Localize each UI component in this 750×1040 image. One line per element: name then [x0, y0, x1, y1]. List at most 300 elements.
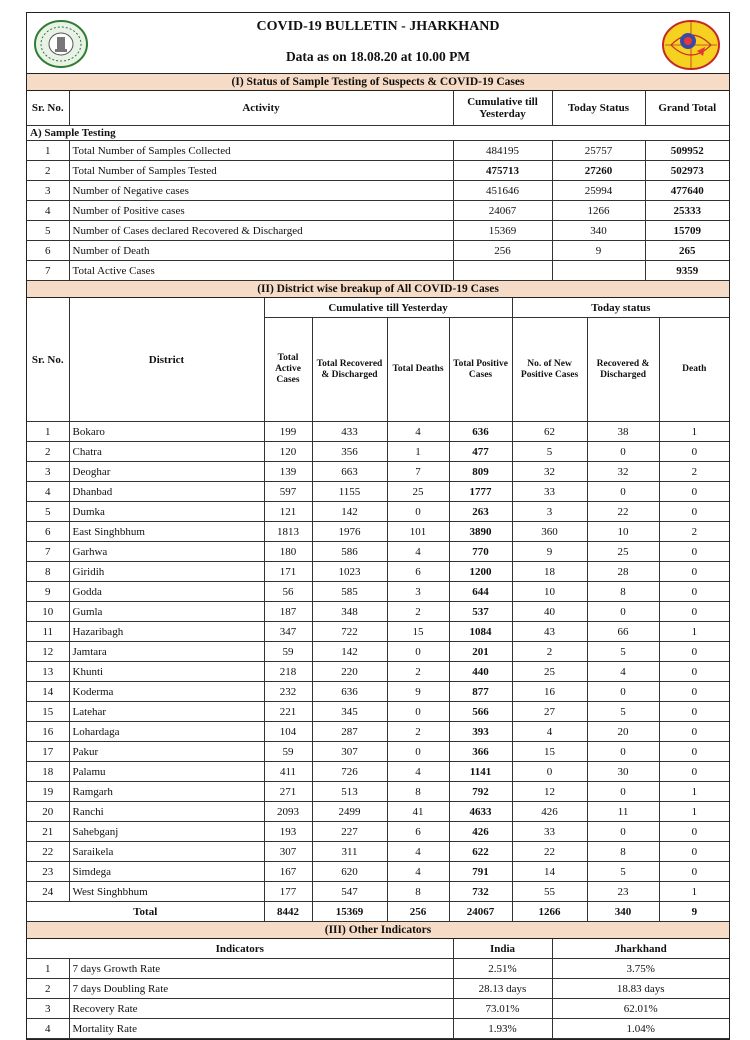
district-today-recovered: 5 [587, 702, 659, 722]
bulletin-title: COVID-19 BULLETIN - JHARKHAND [256, 19, 500, 34]
district-new-positive: 2 [512, 642, 587, 662]
district-positive: 770 [449, 542, 512, 562]
district-positive: 201 [449, 642, 512, 662]
district-today-recovered: 5 [587, 642, 659, 662]
district-total-row [27, 902, 729, 922]
district-sr-no: 24 [27, 882, 69, 902]
district-death: 0 [659, 442, 729, 462]
table-row [27, 161, 729, 181]
district-new-positive: 0 [512, 762, 587, 782]
district-recovered: 513 [312, 782, 387, 802]
district-active: 180 [264, 542, 312, 562]
district-today-recovered: 0 [587, 602, 659, 622]
district-deaths: 2 [387, 662, 449, 682]
district-death: 0 [659, 862, 729, 882]
district-name: Garhwa [69, 542, 264, 562]
indicator-name: Recovery Rate [69, 999, 453, 1019]
district-name: Saraikela [69, 842, 264, 862]
total-death: 9 [659, 902, 729, 922]
district-positive: 566 [449, 702, 512, 722]
table-row [27, 562, 729, 582]
table-row [27, 742, 729, 762]
district-recovered: 2499 [312, 802, 387, 822]
district-positive: 440 [449, 662, 512, 682]
district-name: Simdega [69, 862, 264, 882]
district-name: Godda [69, 582, 264, 602]
district-active: 199 [264, 422, 312, 442]
district-new-positive: 14 [512, 862, 587, 882]
indicators-table [27, 939, 729, 1039]
district-recovered: 1976 [312, 522, 387, 542]
table-row [27, 1019, 729, 1039]
district-active: 218 [264, 662, 312, 682]
row-today: 9 [552, 241, 645, 261]
district-positive: 366 [449, 742, 512, 762]
table-row [27, 502, 729, 522]
district-today-recovered: 30 [587, 762, 659, 782]
district-active: 120 [264, 442, 312, 462]
row-grand-total: 509952 [645, 141, 729, 161]
row-grand-total: 265 [645, 241, 729, 261]
col-grand-total: Grand Total [645, 91, 729, 126]
district-new-positive: 426 [512, 802, 587, 822]
district-recovered: 547 [312, 882, 387, 902]
district-sr-no: 16 [27, 722, 69, 742]
district-name: Dhanbad [69, 482, 264, 502]
district-sr-no: 15 [27, 702, 69, 722]
district-death: 0 [659, 602, 729, 622]
district-death: 1 [659, 802, 729, 822]
district-sr-no: 11 [27, 622, 69, 642]
district-deaths: 4 [387, 542, 449, 562]
district-positive: 1084 [449, 622, 512, 642]
row-activity: Number of Cases declared Recovered & Discharged [69, 221, 453, 241]
district-death: 0 [659, 562, 729, 582]
col-recovered: Total Recovered & Discharged [312, 318, 387, 422]
section-1-title: (I) Status of Sample Testing of Suspects & COVID-19 Cases [27, 74, 729, 91]
district-name: Lohardaga [69, 722, 264, 742]
district-new-positive: 5 [512, 442, 587, 462]
district-deaths: 2 [387, 722, 449, 742]
bulletin-header [27, 13, 729, 74]
col-district: District [69, 298, 264, 422]
table-row [27, 702, 729, 722]
district-positive: 3890 [449, 522, 512, 542]
district-death: 0 [659, 842, 729, 862]
sample-testing-group-row [27, 126, 729, 141]
table-row [27, 522, 729, 542]
table-row [27, 642, 729, 662]
district-recovered: 287 [312, 722, 387, 742]
district-name: Dumka [69, 502, 264, 522]
row-today: 25994 [552, 181, 645, 201]
district-today-recovered: 0 [587, 782, 659, 802]
district-new-positive: 62 [512, 422, 587, 442]
district-new-positive: 33 [512, 482, 587, 502]
district-sr-no: 20 [27, 802, 69, 822]
indicator-india: 28.13 days [453, 979, 552, 999]
indicator-name: 7 days Doubling Rate [69, 979, 453, 999]
district-today-recovered: 5 [587, 862, 659, 882]
district-sr-no: 14 [27, 682, 69, 702]
indicator-name: Mortality Rate [69, 1019, 453, 1039]
indicator-jharkhand: 18.83 days [552, 979, 729, 999]
row-cumulative: 15369 [453, 221, 552, 241]
district-active: 139 [264, 462, 312, 482]
district-recovered: 356 [312, 442, 387, 462]
district-active: 59 [264, 642, 312, 662]
row-sr-no: 6 [27, 241, 69, 261]
district-positive: 732 [449, 882, 512, 902]
district-death: 0 [659, 582, 729, 602]
district-table [27, 298, 729, 922]
district-name: Giridih [69, 562, 264, 582]
district-name: Ramgarh [69, 782, 264, 802]
table-row [27, 979, 729, 999]
district-new-positive: 27 [512, 702, 587, 722]
district-new-positive: 9 [512, 542, 587, 562]
district-new-positive: 25 [512, 662, 587, 682]
district-name: Pakur [69, 742, 264, 762]
table-row [27, 221, 729, 241]
district-deaths: 0 [387, 742, 449, 762]
district-new-positive: 10 [512, 582, 587, 602]
district-death: 1 [659, 422, 729, 442]
district-death: 1 [659, 622, 729, 642]
table-row [27, 959, 729, 979]
row-cumulative: 484195 [453, 141, 552, 161]
col-positive: Total Positive Cases [449, 318, 512, 422]
district-group-header-row [27, 298, 729, 318]
row-today: 1266 [552, 201, 645, 221]
district-recovered: 348 [312, 602, 387, 622]
district-name: Deoghar [69, 462, 264, 482]
district-deaths: 9 [387, 682, 449, 702]
district-positive: 1141 [449, 762, 512, 782]
col-death: Death [659, 318, 729, 422]
row-cumulative [453, 261, 552, 281]
row-cumulative: 24067 [453, 201, 552, 221]
district-active: 167 [264, 862, 312, 882]
bulletin-sheet [26, 12, 730, 1040]
row-sr-no: 4 [27, 201, 69, 221]
district-active: 1813 [264, 522, 312, 542]
district-deaths: 0 [387, 702, 449, 722]
table-row [27, 482, 729, 502]
district-death: 0 [659, 702, 729, 722]
district-sr-no: 1 [27, 422, 69, 442]
district-positive: 393 [449, 722, 512, 742]
district-positive: 636 [449, 422, 512, 442]
indicators-header-row [27, 939, 729, 959]
district-recovered: 1155 [312, 482, 387, 502]
district-new-positive: 12 [512, 782, 587, 802]
district-deaths: 6 [387, 822, 449, 842]
district-active: 171 [264, 562, 312, 582]
district-recovered: 345 [312, 702, 387, 722]
district-today-recovered: 8 [587, 842, 659, 862]
district-deaths: 4 [387, 762, 449, 782]
district-active: 271 [264, 782, 312, 802]
row-today: 340 [552, 221, 645, 241]
district-sr-no: 23 [27, 862, 69, 882]
district-name: Sahebganj [69, 822, 264, 842]
district-positive: 537 [449, 602, 512, 622]
district-deaths: 101 [387, 522, 449, 542]
total-rec-today: 340 [587, 902, 659, 922]
district-sr-no: 2 [27, 442, 69, 462]
health-department-logo-icon [661, 19, 721, 71]
district-sr-no: 10 [27, 602, 69, 622]
table-row [27, 462, 729, 482]
district-deaths: 2 [387, 602, 449, 622]
district-recovered: 586 [312, 542, 387, 562]
district-deaths: 15 [387, 622, 449, 642]
table-row [27, 842, 729, 862]
district-death: 0 [659, 822, 729, 842]
district-sr-no: 19 [27, 782, 69, 802]
total-active: 8442 [264, 902, 312, 922]
total-new: 1266 [512, 902, 587, 922]
district-today-recovered: 0 [587, 442, 659, 462]
row-cumulative: 256 [453, 241, 552, 261]
district-deaths: 4 [387, 842, 449, 862]
district-today-recovered: 28 [587, 562, 659, 582]
district-active: 232 [264, 682, 312, 702]
district-active: 597 [264, 482, 312, 502]
district-active: 221 [264, 702, 312, 722]
district-new-positive: 360 [512, 522, 587, 542]
row-grand-total: 477640 [645, 181, 729, 201]
district-today-recovered: 0 [587, 822, 659, 842]
row-sr-no: 7 [27, 261, 69, 281]
district-positive: 263 [449, 502, 512, 522]
district-today-recovered: 0 [587, 482, 659, 502]
col-deaths: Total Deaths [387, 318, 449, 422]
indicator-sr-no: 2 [27, 979, 69, 999]
district-name: Chatra [69, 442, 264, 462]
district-deaths: 0 [387, 642, 449, 662]
indicator-sr-no: 1 [27, 959, 69, 979]
district-name: Palamu [69, 762, 264, 782]
district-sr-no: 3 [27, 462, 69, 482]
district-positive: 4633 [449, 802, 512, 822]
row-sr-no: 5 [27, 221, 69, 241]
district-recovered: 307 [312, 742, 387, 762]
district-active: 347 [264, 622, 312, 642]
district-sr-no: 21 [27, 822, 69, 842]
col-sr-no: Sr. No. [27, 298, 69, 422]
district-today-recovered: 20 [587, 722, 659, 742]
table-row [27, 201, 729, 221]
district-recovered: 1023 [312, 562, 387, 582]
district-death: 0 [659, 722, 729, 742]
table-row [27, 822, 729, 842]
district-today-recovered: 10 [587, 522, 659, 542]
row-activity: Number of Negative cases [69, 181, 453, 201]
sample-testing-header-row [27, 91, 729, 126]
district-recovered: 220 [312, 662, 387, 682]
row-activity: Total Number of Samples Collected [69, 141, 453, 161]
district-active: 104 [264, 722, 312, 742]
district-recovered: 433 [312, 422, 387, 442]
district-deaths: 0 [387, 502, 449, 522]
district-name: East Singhbhum [69, 522, 264, 542]
district-recovered: 620 [312, 862, 387, 882]
district-active: 59 [264, 742, 312, 762]
row-today: 27260 [552, 161, 645, 181]
district-deaths: 4 [387, 422, 449, 442]
district-deaths: 7 [387, 462, 449, 482]
table-row [27, 782, 729, 802]
district-today-recovered: 66 [587, 622, 659, 642]
district-sr-no: 5 [27, 502, 69, 522]
district-death: 0 [659, 642, 729, 662]
district-name: Jamtara [69, 642, 264, 662]
district-deaths: 4 [387, 862, 449, 882]
district-positive: 477 [449, 442, 512, 462]
total-deaths: 256 [387, 902, 449, 922]
district-death: 2 [659, 462, 729, 482]
district-positive: 877 [449, 682, 512, 702]
table-row [27, 261, 729, 281]
district-new-positive: 40 [512, 602, 587, 622]
total-recovered: 15369 [312, 902, 387, 922]
col-today-status: Today Status [552, 91, 645, 126]
district-new-positive: 16 [512, 682, 587, 702]
indicator-name: 7 days Growth Rate [69, 959, 453, 979]
district-death: 0 [659, 502, 729, 522]
district-sr-no: 17 [27, 742, 69, 762]
district-deaths: 8 [387, 782, 449, 802]
row-cumulative: 475713 [453, 161, 552, 181]
row-today: 25757 [552, 141, 645, 161]
col-sr-no: Sr. No. [27, 91, 69, 126]
district-new-positive: 15 [512, 742, 587, 762]
district-recovered: 227 [312, 822, 387, 842]
district-today-recovered: 23 [587, 882, 659, 902]
district-new-positive: 32 [512, 462, 587, 482]
row-sr-no: 3 [27, 181, 69, 201]
district-sr-no: 8 [27, 562, 69, 582]
district-death: 2 [659, 522, 729, 542]
district-recovered: 726 [312, 762, 387, 782]
district-deaths: 25 [387, 482, 449, 502]
district-death: 0 [659, 542, 729, 562]
district-name: Khunti [69, 662, 264, 682]
district-deaths: 1 [387, 442, 449, 462]
district-sr-no: 13 [27, 662, 69, 682]
district-name: West Singhbhum [69, 882, 264, 902]
district-recovered: 142 [312, 502, 387, 522]
district-deaths: 6 [387, 562, 449, 582]
indicator-jharkhand: 3.75% [552, 959, 729, 979]
table-row [27, 442, 729, 462]
district-recovered: 142 [312, 642, 387, 662]
district-positive: 1777 [449, 482, 512, 502]
district-active: 193 [264, 822, 312, 842]
sample-testing-table [27, 91, 729, 281]
col-jharkhand: Jharkhand [552, 939, 729, 959]
district-name: Koderma [69, 682, 264, 702]
district-deaths: 3 [387, 582, 449, 602]
district-positive: 426 [449, 822, 512, 842]
district-new-positive: 55 [512, 882, 587, 902]
district-name: Latehar [69, 702, 264, 722]
district-sr-no: 18 [27, 762, 69, 782]
district-active: 177 [264, 882, 312, 902]
table-row [27, 141, 729, 161]
table-row [27, 622, 729, 642]
district-new-positive: 3 [512, 502, 587, 522]
district-active: 187 [264, 602, 312, 622]
row-grand-total: 25333 [645, 201, 729, 221]
group-label: A) Sample Testing [27, 126, 729, 141]
district-today-recovered: 11 [587, 802, 659, 822]
district-sr-no: 9 [27, 582, 69, 602]
district-active: 2093 [264, 802, 312, 822]
district-positive: 622 [449, 842, 512, 862]
district-death: 1 [659, 882, 729, 902]
table-row [27, 422, 729, 442]
district-today-recovered: 22 [587, 502, 659, 522]
row-grand-total: 15709 [645, 221, 729, 241]
table-row [27, 582, 729, 602]
district-death: 1 [659, 782, 729, 802]
bulletin-date: Data as on 18.08.20 at 10.00 PM [285, 49, 471, 64]
table-row [27, 241, 729, 261]
indicator-jharkhand: 62.01% [552, 999, 729, 1019]
total-positive: 24067 [449, 902, 512, 922]
district-new-positive: 22 [512, 842, 587, 862]
district-new-positive: 18 [512, 562, 587, 582]
table-row [27, 862, 729, 882]
indicator-india: 73.01% [453, 999, 552, 1019]
row-today [552, 261, 645, 281]
row-cumulative: 451646 [453, 181, 552, 201]
row-activity: Number of Positive cases [69, 201, 453, 221]
row-activity: Total Active Cases [69, 261, 453, 281]
col-indicators: Indicators [27, 939, 453, 959]
col-today-recovered: Recovered & Discharged [587, 318, 659, 422]
district-sr-no: 22 [27, 842, 69, 862]
district-deaths: 41 [387, 802, 449, 822]
district-new-positive: 4 [512, 722, 587, 742]
district-active: 307 [264, 842, 312, 862]
indicator-sr-no: 3 [27, 999, 69, 1019]
district-deaths: 8 [387, 882, 449, 902]
district-sr-no: 4 [27, 482, 69, 502]
district-name: Hazaribagh [69, 622, 264, 642]
table-row [27, 802, 729, 822]
district-recovered: 585 [312, 582, 387, 602]
district-death: 0 [659, 762, 729, 782]
table-row [27, 181, 729, 201]
district-today-recovered: 0 [587, 682, 659, 702]
district-sr-no: 6 [27, 522, 69, 542]
district-death: 0 [659, 682, 729, 702]
district-new-positive: 33 [512, 822, 587, 842]
table-row [27, 999, 729, 1019]
total-label: Total [27, 902, 264, 922]
table-row [27, 682, 729, 702]
district-active: 411 [264, 762, 312, 782]
district-today-recovered: 38 [587, 422, 659, 442]
district-new-positive: 43 [512, 622, 587, 642]
indicator-india: 1.93% [453, 1019, 552, 1039]
district-death: 0 [659, 742, 729, 762]
group-today: Today status [512, 298, 729, 318]
